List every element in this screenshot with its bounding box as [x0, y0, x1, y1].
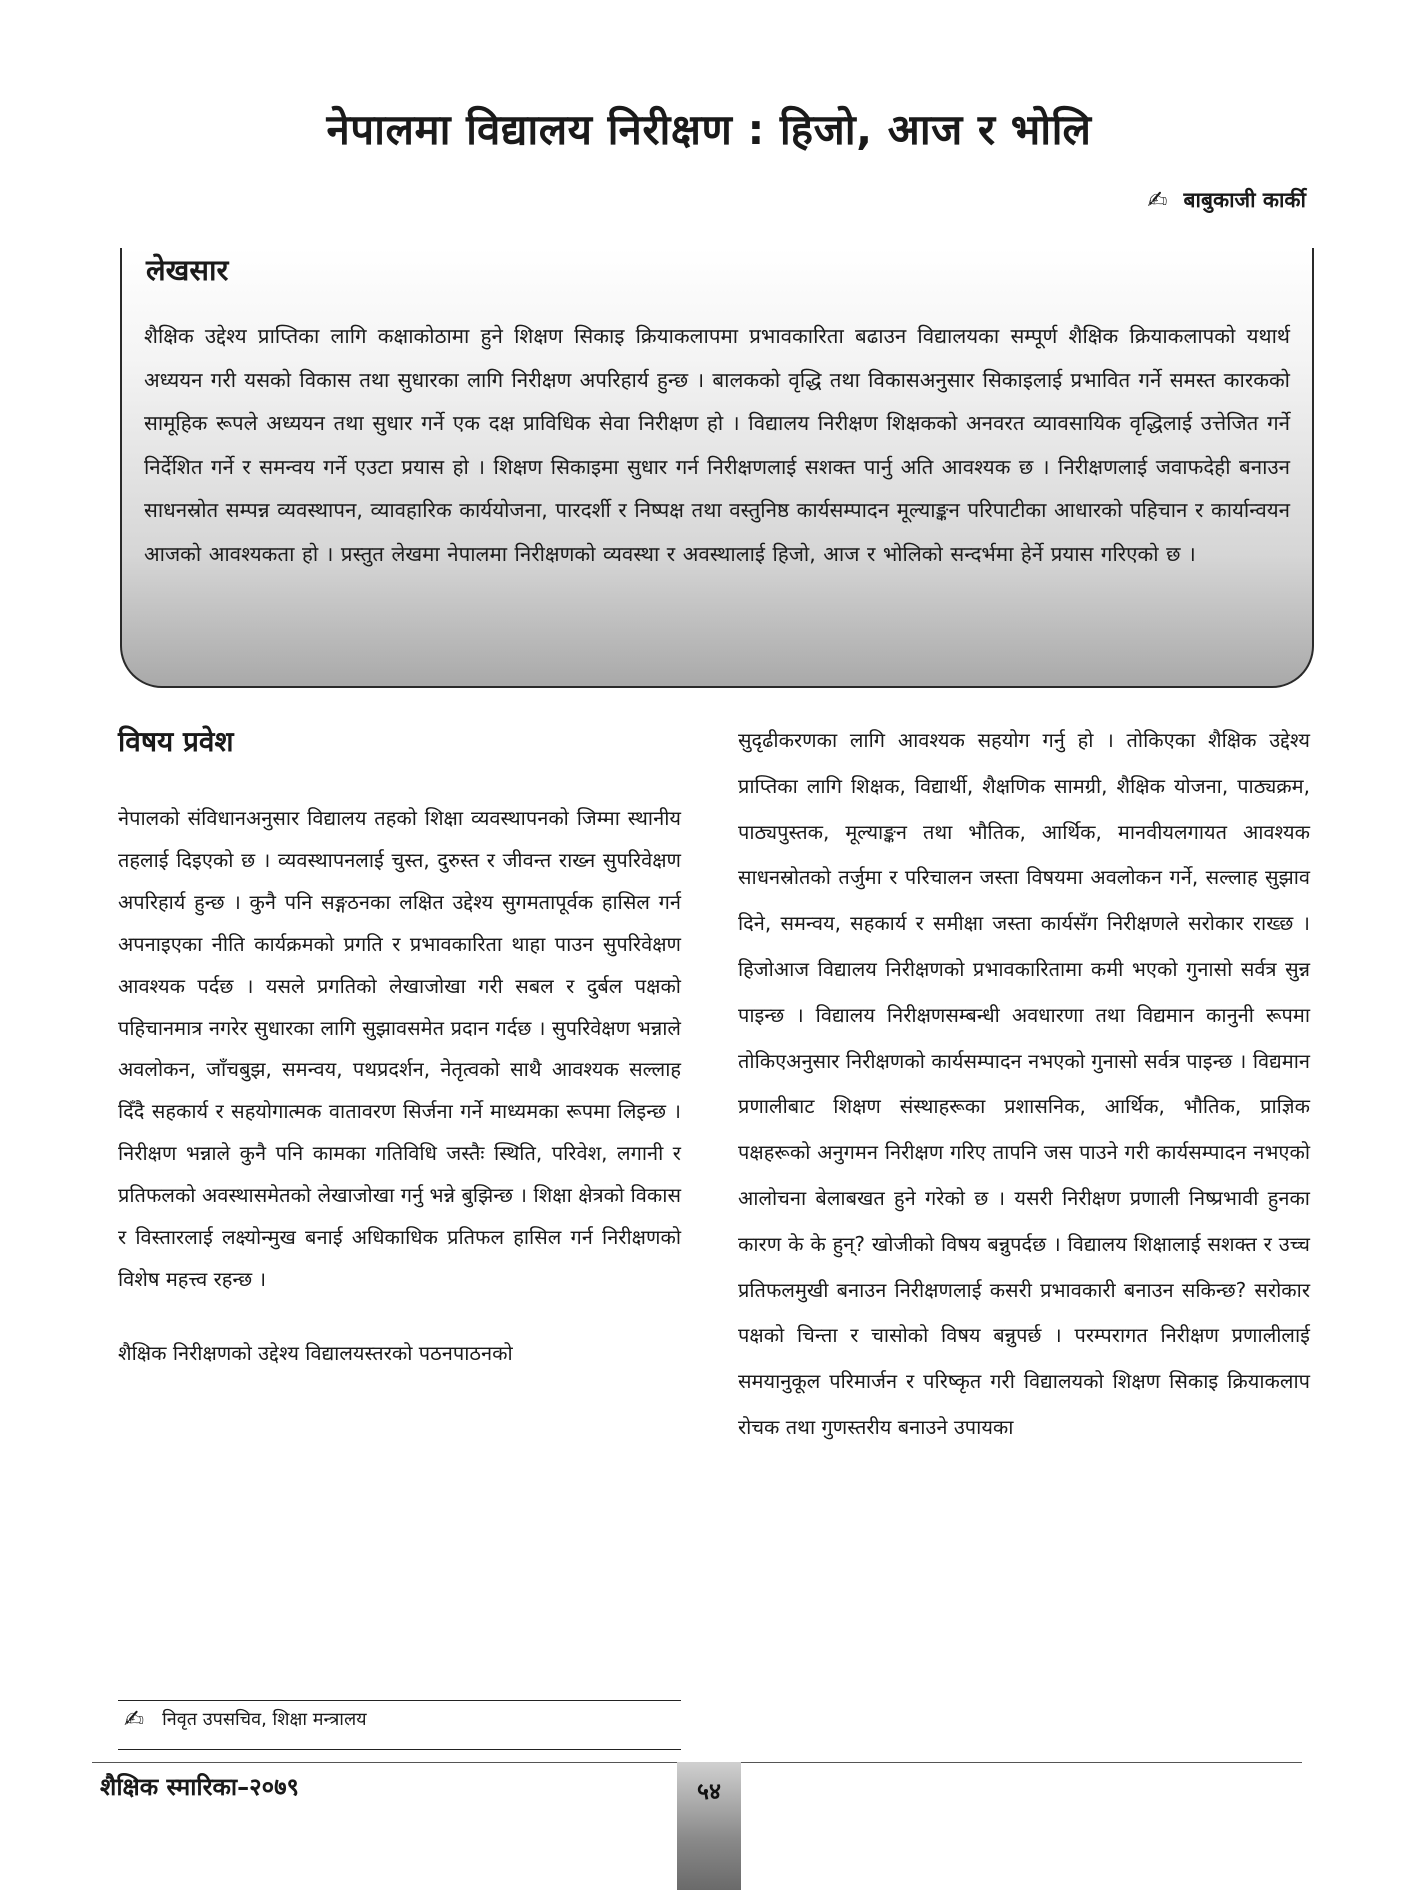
body-paragraph: सुदृढीकरणका लागि आवश्यक सहयोग गर्नु हो । तोकिएका शैक्षिक उद्देश्य प्राप्तिका लागि शिक्षक, विद्यार्थी, शैक्षणिक सामग्री, शैक्षिक योजना, पाठ्यक्रम, पाठ्यपुस्तक, मूल्याङ्कन तथा भौतिक, आर्थिक, मानवीयलगायत आवश्यक साधनस्रोतको तर्जुमा र परिचालन जस्ता विषयमा अवलोकन गर्ने, सल्लाह सुझाव दिने, समन्वय, सहकार्य र समीक्षा जस्ता कार्यसँग निरीक्षणले सरोकार राख्छ । हिजोआज विद्यालय निरीक्षणको प्रभावकारितामा कमी भएको गुनासो सर्वत्र सुन्न पाइन्छ । विद्यालय निरीक्षणसम्बन्धी अवधारणा तथा विद्यमान कानुनी रूपमा तोकिएअनुसार निरीक्षणको कार्यसम्पादन नभएको गुनासो सर्वत्र पाइन्छ । विद्यमान प्रणालीबाट शिक्षण संस्थाहरूका प्रशासनिक, आर्थिक, भौतिक, प्राज्ञिक पक्षहरूको अनुगमन निरीक्षण गरिए तापनि जस पाउने गरी कार्यसम्पादन नभएको आलोचना बेलाबखत हुने गरेको छ । यसरी निरीक्षण प्रणाली निष्प्रभावी हुनका कारण के के हुन्? खोजीको विषय बन्नुपर्दछ । विद्यालय शिक्षालाई सशक्त र उच्च प्रतिफलमुखी बनाउन निरीक्षणलाई कसरी प्रभावकारी बनाउन सकिन्छ? सरोकार पक्षको चिन्ता र चासोको विषय बन्नुपर्छ । परम्परागत निरीक्षण प्रणालीलाई समयानुकूल परिमार्जन र परिष्कृत गरी विद्यालयको शिक्षण सिकाइ क्रियाकलाप रोचक तथा गुणस्तरीय बनाउने उपायका	[738, 728, 1310, 1439]
right-column	[738, 718, 1310, 1451]
abstract-text: शैक्षिक उद्देश्य प्राप्तिका लागि कक्षाकोठामा हुने शिक्षण सिकाइ क्रियाकलापमा प्रभावकारिता बढाउन विद्यालयका सम्पूर्ण शैक्षिक क्रियाकलापको यथार्थ अध्ययन गरी यसको विकास तथा सुधारका लागि निरीक्षण अपरिहार्य हुन्छ । बालकको वृद्धि तथा विकासअनुसार सिकाइलाई प्रभावित गर्ने समस्त कारकको सामूहिक रूपले अध्ययन तथा सुधार गर्ने एक दक्ष प्राविधिक सेवा निरीक्षण हो । विद्यालय निरीक्षण शिक्षकको अनवरत व्यावसायिक वृद्धिलाई उत्तेजित गर्ने निर्देशित गर्ने र समन्वय गर्ने एउटा प्रयास हो । शिक्षण सिकाइमा सुधार गर्न निरीक्षणलाई सशक्त पार्नु अति आवश्यक छ । निरीक्षणलाई जवाफदेही बनाउन साधनस्रोत सम्पन्न व्यवस्थापन, व्यावहारिक कार्ययोजना, पारदर्शी र निष्पक्ष तथा वस्तुनिष्ठ कार्यसम्पादन मूल्याङ्कन परिपाटीका आधारको पहिचान र कार्यान्वयन आजको आवश्यकता हो । प्रस्तुत लेखमा नेपालमा निरीक्षणको व्यवस्था र अवस्थालाई हिजो, आज र भोलिको सन्दर्भमा हेर्ने प्रयास गरिएको छ ।	[144, 324, 1290, 566]
abstract-heading: लेखसार	[146, 253, 229, 287]
left-column	[118, 714, 681, 1375]
body-paragraph: शैक्षिक निरीक्षणको उद्देश्य विद्यालयस्तरको पठनपाठनको	[118, 1340, 513, 1365]
article-title: नेपालमा विद्यालय निरीक्षण : हिजो, आज र भोलि	[326, 105, 1092, 154]
footnote-divider	[118, 1700, 681, 1701]
author-line	[1147, 186, 1306, 214]
footnote	[124, 1705, 367, 1733]
footnote-divider	[118, 1749, 681, 1750]
page-number: ५४	[697, 1779, 721, 1805]
footnote-text: निवृत उपसचिव, शिक्षा मन्त्रालय	[162, 1709, 367, 1730]
abstract-box	[120, 248, 1314, 688]
author-name: बाबुकाजी कार्की	[1183, 188, 1306, 212]
body-paragraph: नेपालको संविधानअनुसार विद्यालय तहको शिक्षा व्यवस्थापनको जिम्मा स्थानीय तहलाई दिइएको छ । व्यवस्थापनलाई चुस्त, दुरुस्त र जीवन्त राख्न सुपरिवेक्षण अपरिहार्य हुन्छ । कुनै पनि सङ्गठनका लक्षित उद्देश्य सुगमतापूर्वक हासिल गर्न अपनाइएका नीति कार्यक्रमको प्रगति र प्रभावकारिता थाहा पाउन सुपरिवेक्षण आवश्यक पर्दछ । यसले प्रगतिको लेखाजोखा गरी सबल र दुर्बल पक्षको पहिचानमात्र नगरेर सुधारका लागि सुझावसमेत प्रदान गर्दछ । सुपरिवेक्षण भन्नाले अवलोकन, जाँचबुझ, समन्वय, पथप्रदर्शन, नेतृत्वको साथै आवश्यक सल्लाह दिँदै सहकार्य र सहयोगात्मक वातावरण सिर्जना गर्ने माध्यमका रूपमा लिइन्छ । निरीक्षण भन्नाले कुनै पनि कामका गतिविधि जस्तैः स्थिति, परिवेश, लगानी र प्रतिफलको अवस्थासमेतको लेखाजोखा गर्नु भन्ने बुझिन्छ । शिक्षा क्षेत्रको विकास र विस्तारलाई लक्ष्योन्मुख बनाई अधिकाधिक प्रतिफल हासिल गर्न निरीक्षणको विशेष महत्त्व रहन्छ ।	[118, 806, 681, 1291]
journal-title: शैक्षिक स्मारिका–२०७९	[100, 1773, 300, 1801]
pen-icon: ✍	[124, 1705, 145, 1733]
pen-icon: ✍	[1147, 186, 1168, 214]
section-heading: विषय प्रवेश	[118, 725, 234, 758]
